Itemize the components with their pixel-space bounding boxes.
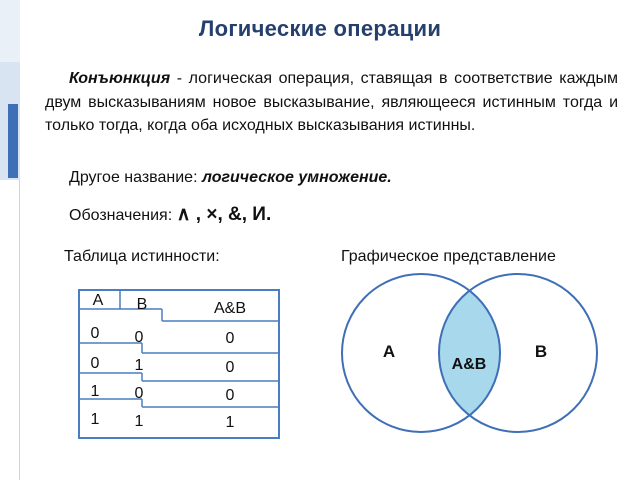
definition-term: Конъюнкция xyxy=(69,70,171,87)
notation-label: Обозначения: xyxy=(69,207,177,224)
venn-label-b: B xyxy=(534,342,548,361)
table-cell: 0 xyxy=(90,325,100,342)
truth-table-label: Таблица истинности: xyxy=(64,248,220,265)
table-cell: 0 xyxy=(225,387,235,404)
venn-label-ab: A&B xyxy=(451,356,487,373)
alt-name-value: логическое умножение. xyxy=(201,169,392,186)
graphic-label: Графическое представление xyxy=(341,248,556,265)
table-header-ab: A&B xyxy=(213,300,246,317)
table-cell: 0 xyxy=(225,330,235,347)
table-cell: 1 xyxy=(134,357,144,374)
table-cell: 0 xyxy=(90,355,100,372)
table-cell: 1 xyxy=(90,383,100,400)
table-cell: 0 xyxy=(134,329,144,346)
venn-label-a: A xyxy=(382,342,396,361)
notation-symbols: ∧ , ×, &, И. xyxy=(176,204,272,225)
table-cell: 0 xyxy=(134,385,144,402)
page-title: Логические операции xyxy=(198,16,442,41)
alt-name-label: Другое название: xyxy=(69,169,202,186)
definition-text: - логическая операция, ставящая в соответствие каждым двум высказываниям новое высказывание, являющееся истинным тогда и только тогда, когда оба исходных высказывания истинны. xyxy=(45,70,618,134)
table-header-b: B xyxy=(136,296,148,313)
table-cell: 1 xyxy=(90,411,100,428)
table-cell: 1 xyxy=(134,413,144,430)
table-header-a: A xyxy=(92,292,104,309)
table-cell: 0 xyxy=(225,359,235,376)
table-cell: 1 xyxy=(225,414,235,431)
